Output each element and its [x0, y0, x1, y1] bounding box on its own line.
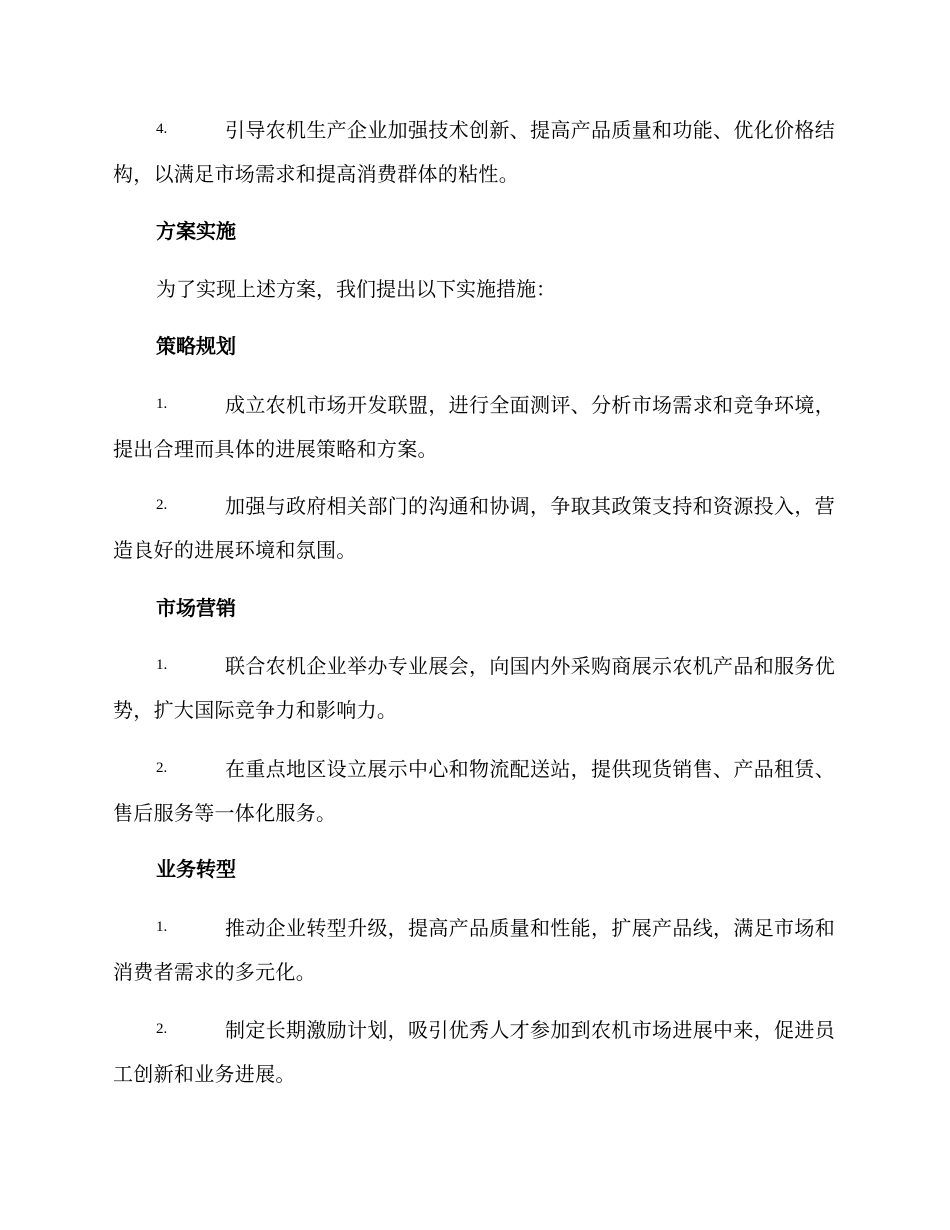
- list-item-text: 制定长期激励计划，吸引优秀人才参加到农机市场进展中来，促进员工创新和业务进展。: [113, 1018, 835, 1086]
- list-item-text: 联合农机企业举办专业展会，向国内外采购商展示农机产品和服务优势，扩大国际竞争力和影响力。: [113, 654, 835, 722]
- list-item-text: 成立农机市场开发联盟，进行全面测评、分析市场需求和竞争环境，提出合理而具体的进展策略和方案。: [113, 393, 835, 461]
- list-item-text: 引导农机生产企业加强技术创新、提高产品质量和功能、优化价格结构，以满足市场需求和提高消费群体的粘性。: [113, 118, 835, 186]
- list-number: 1.: [156, 396, 168, 412]
- list-number: 4.: [156, 121, 168, 137]
- section-heading-transformation: 业务转型: [156, 857, 236, 881]
- list-number: 2.: [156, 760, 168, 776]
- list-number: 2.: [156, 497, 168, 513]
- list-item-text: 在重点地区设立展示中心和物流配送站，提供现货销售、产品租赁、售后服务等一体化服务。: [113, 757, 835, 825]
- list-item-text: 推动企业转型升级，提高产品质量和性能，扩展产品线，满足市场和消费者需求的多元化。: [113, 916, 835, 984]
- list-number: 2.: [156, 1021, 168, 1037]
- list-number: 1.: [156, 919, 168, 935]
- section-heading-implementation: 方案实施: [156, 219, 236, 243]
- section-heading-marketing: 市场营销: [156, 596, 236, 620]
- list-number: 1.: [156, 657, 168, 673]
- section-intro: 为了实现上述方案，我们提出以下实施措施：: [156, 277, 556, 301]
- list-item-text: 加强与政府相关部门的沟通和协调，争取其政策支持和资源投入，营造良好的进展环境和氛围。: [113, 494, 835, 562]
- section-heading-strategy: 策略规划: [156, 334, 236, 358]
